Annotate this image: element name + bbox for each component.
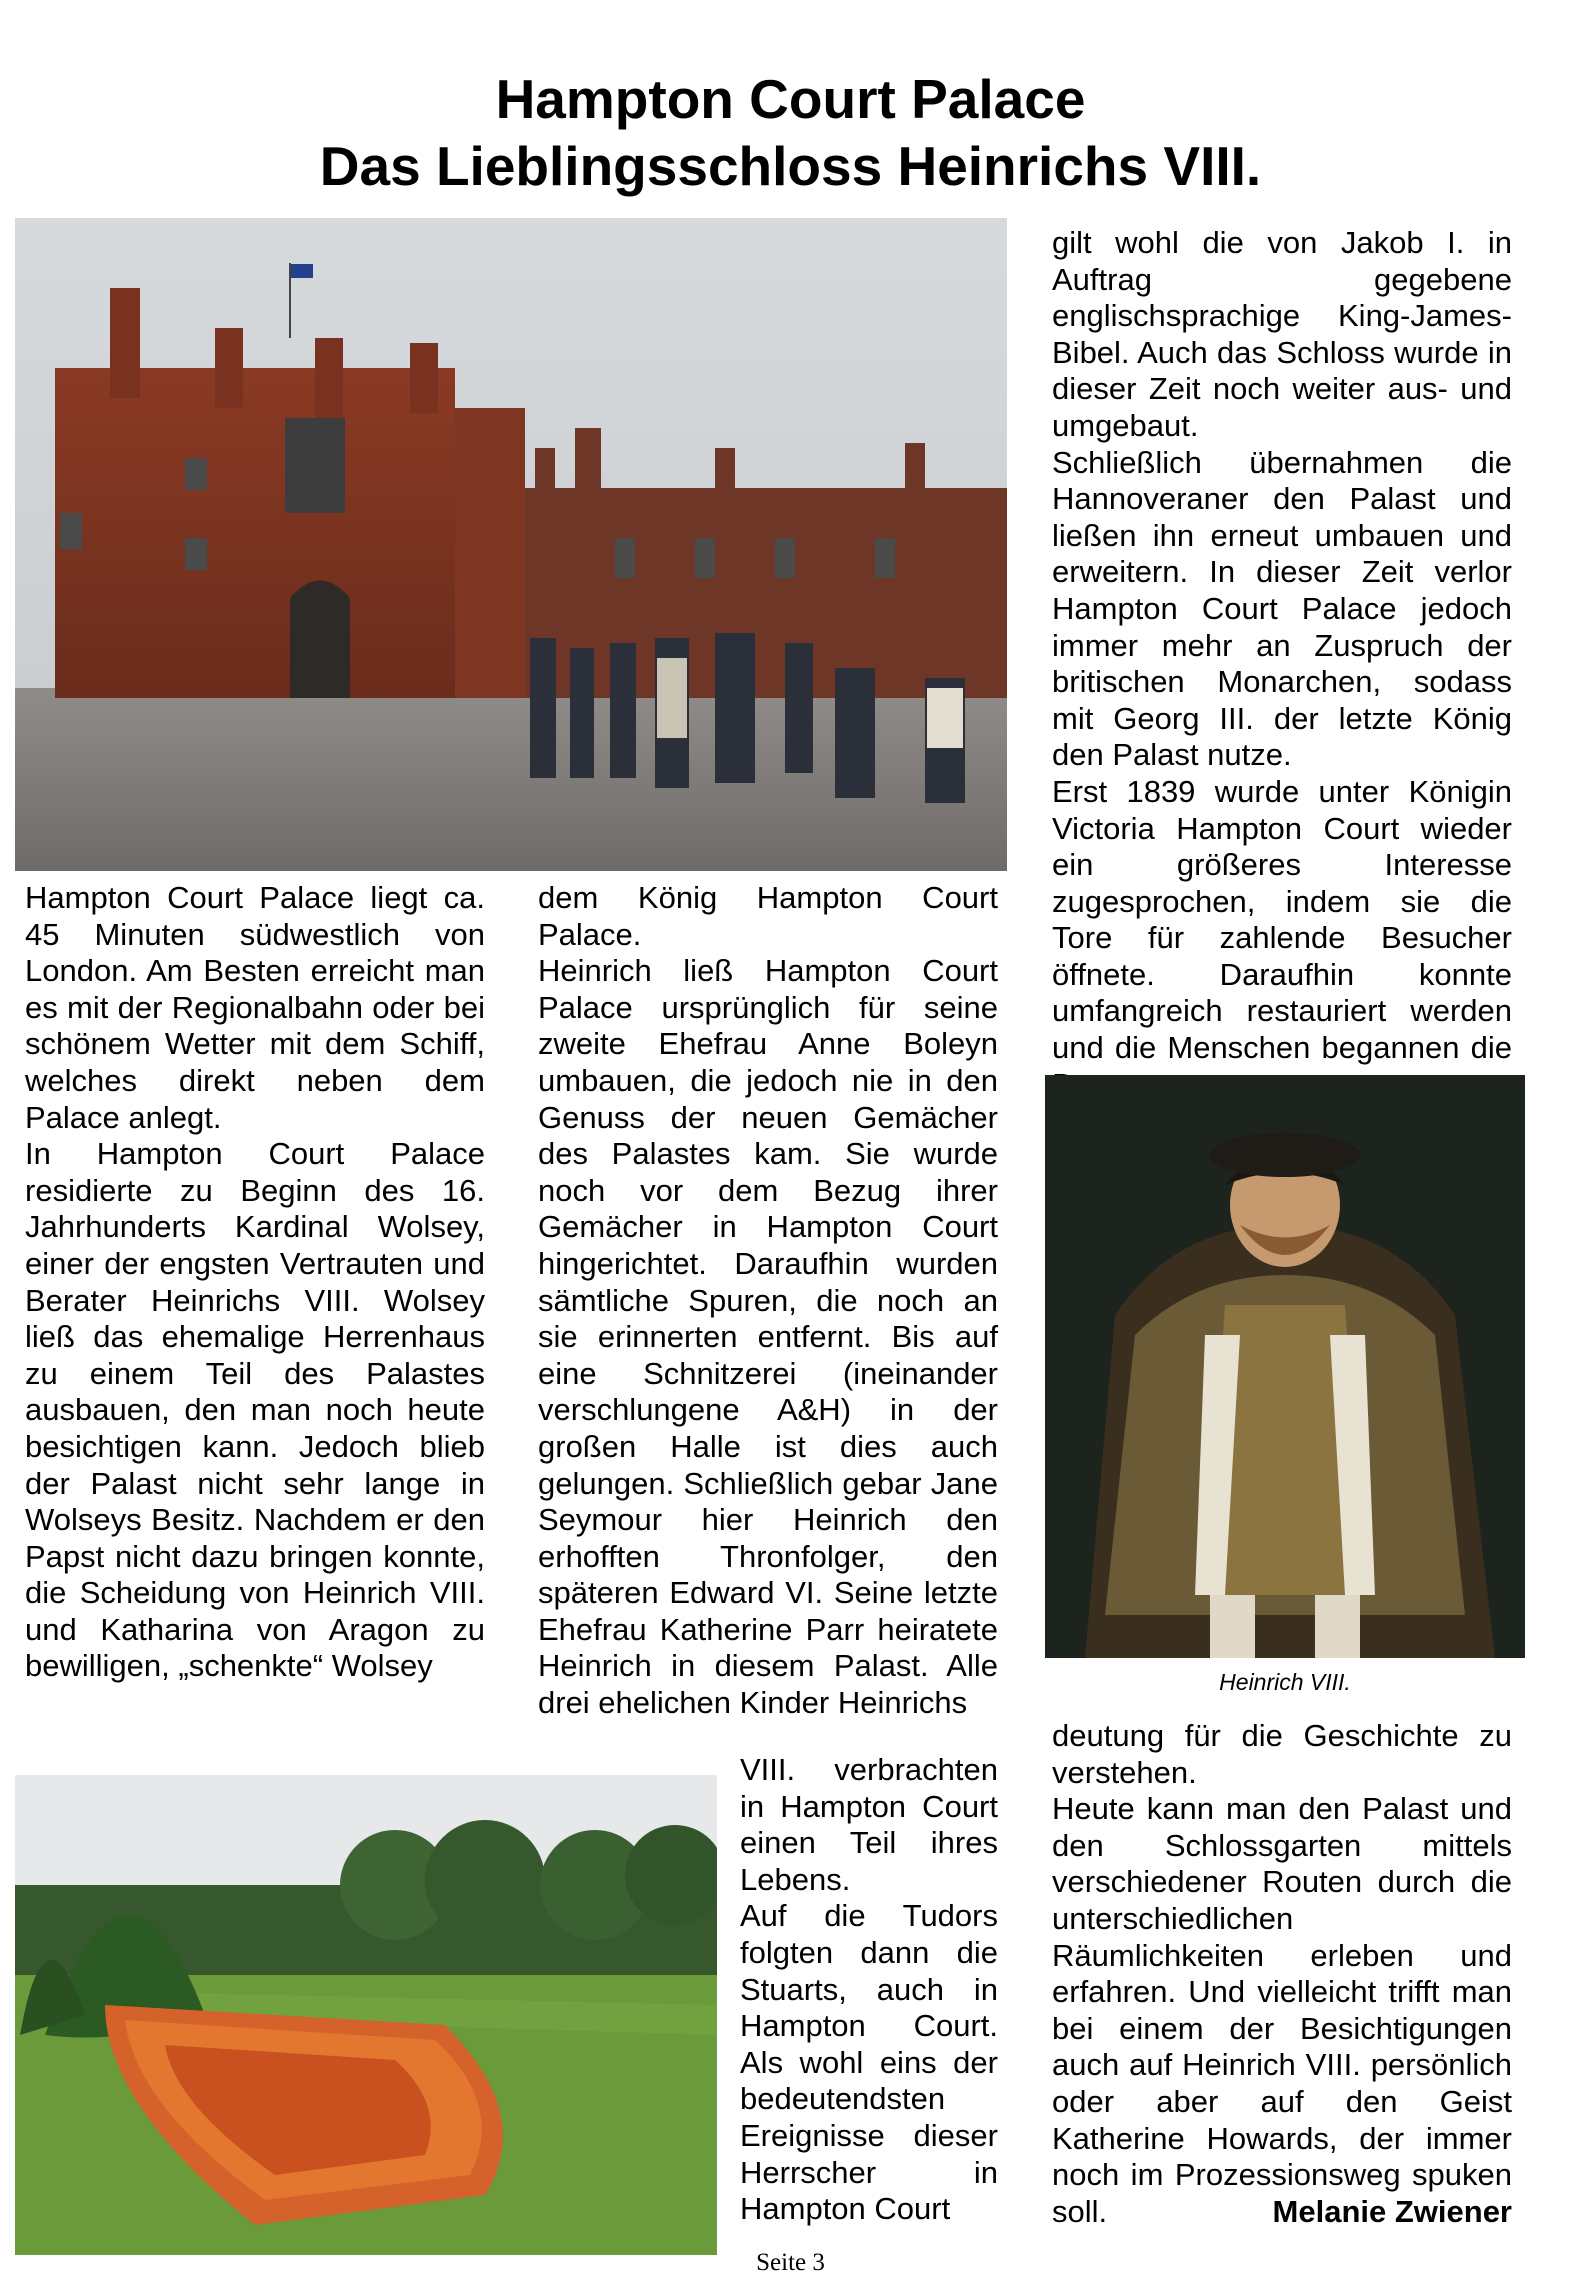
garden-photo [15, 1775, 717, 2255]
page-subtitle: Das Lieblingsschloss Heinrichs VIII. [319, 135, 1262, 197]
page-title: Hampton Court Palace [495, 68, 1086, 130]
article-column-3 [1052, 225, 1512, 1103]
portrait-caption: Heinrich VIII. [1219, 1669, 1351, 1695]
portrait-henry-viii [1045, 1075, 1525, 1658]
paragraph: Hampton Court Palace liegt ca. 45 Minuten südwestlich von London. Am Besten erreicht man es mit der Regionalbahn oder bei schönem Wetter mit dem Schiff, welches direkt neben dem Palace anlegt. [25, 880, 485, 1135]
paragraph: gilt wohl die von Jakob I. in Auftrag gegebene englischsprachige King-James-Bibel. Auch das Schloss wurde in dieser Zeit noch weiter aus- und umgebaut. [1052, 225, 1512, 443]
paragraph: Heinrich ließ Hampton Court Palace ursprünglich für seine zweite Ehefrau Anne Boleyn umbauen, die jedoch nie in den Genuss der neuen Gemächer des Palastes kam. Sie wurde noch vor dem Bezug ihrer Gemächer in Hampton Court hingerichtet. Daraufhin wurden sämtliche Spuren, die noch an sie erinnerten entfernt. Bis auf eine Schnitzerei (ineinander verschlungene A&H) in der großen Halle ist dies auch gelungen. Schließlich gebar Jane Seymour hier Heinrich den erhofften Thronfolger, den späteren Edward VI. Seine letzte Ehefrau Katherine Parr heiratete Heinrich in diesem Palast. Alle drei ehelichen Kinder Heinrichs [538, 953, 998, 1721]
paragraph: Auf die Tudors folgten dann die Stuarts, auch in Hampton Court. Als wohl eins der bedeutendsten Ereignisse dieser Herrscher in Hampton Court [740, 1898, 998, 2227]
paragraph: Erst 1839 wurde unter Königin Victoria Hampton Court wieder ein größeres Interesse zugesprochen, indem sie die Tore für zahlende Besucher öffnete. Daraufhin konnte umfangreich restauriert werden und die Menschen begannen die [1052, 773, 1512, 1066]
paragraph: Schließlich übernahmen die Hannoveraner den Palast und ließen ihn erneut umbauen und erweitern. In dieser Zeit verlor Hampton Court Palace jedoch immer mehr an Zuspruch der britischen Monarchen, sodass mit Georg III. der letzte König den Palast nutze. [1052, 444, 1512, 773]
paragraph: dem König Hampton Court Palace. [538, 880, 998, 952]
paragraph: deutung für die Geschichte zu verstehen. [1052, 1718, 1512, 1790]
article-column-1 [25, 880, 485, 1685]
author-name: Melanie Zwiener [1272, 2193, 1512, 2229]
article-column-2-continued [740, 1752, 998, 2228]
article-column-3-continued [1052, 1718, 1512, 2230]
page-number: Seite 3 [756, 2249, 825, 2276]
paragraph [1052, 1791, 1512, 2230]
article-column-2 [538, 880, 998, 1722]
paragraph: In Hampton Court Palace residierte zu Beginn des 16. Jahrhunderts Kardinal Wolsey, einer der engsten Vertrauten und Berater Heinrichs VIII. Wolsey ließ das ehemalige Herrenhaus zu einem Teil des Palastes ausbauen, den man noch heute besichtigen kann. Jedoch blieb der Palast nicht sehr lange in Wolseys Besitz. Nachdem er den Papst nicht dazu bringen konnte, die Scheidung von Heinrich VIII. und Katharina von Aragon zu bewilligen, „schenkte“ Wolsey [25, 1136, 485, 1684]
paragraph-text: Heute kann man den Palast und den Schlossgarten mittels verschiedener Routen durch die unterschiedlichen Räumlichkeiten erleben und erfahren. Und vielleicht trifft man bei einem der Besichtigungen auch auf Heinrich VIII. persönlich oder aber auf den Geist Katherine Howards, der immer noch im Prozessionsweg spuken soll. [1052, 1791, 1512, 2229]
paragraph: VIII. verbrachten in Hampton Court einen Teil ihres Lebens. [740, 1752, 998, 1897]
palace-photo [15, 218, 1007, 871]
